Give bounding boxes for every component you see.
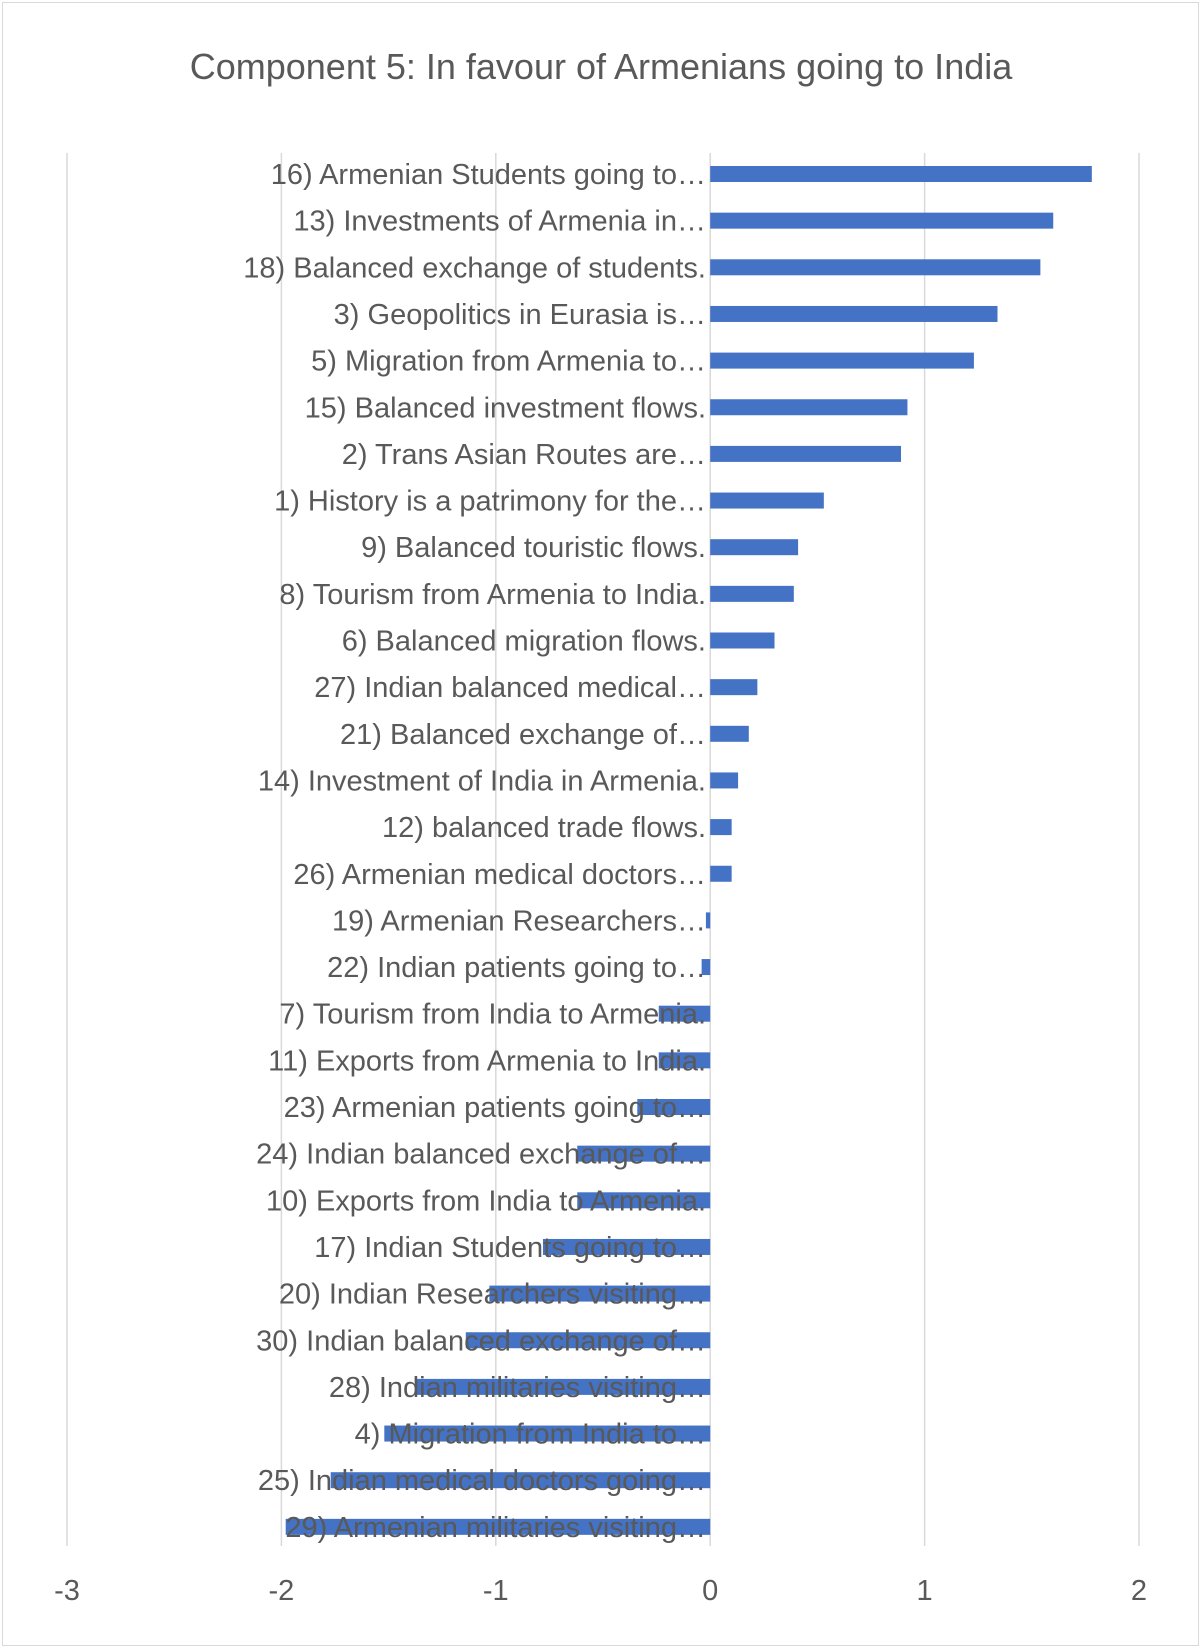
bar	[710, 166, 1092, 182]
category-label: 14) Investment of India in Armenia.	[257, 765, 706, 798]
category-label: 4) Migration from India to…	[354, 1418, 706, 1451]
category-label: 3) Geopolitics in Eurasia is…	[333, 298, 706, 331]
bar	[710, 772, 738, 788]
x-tick-label: 1	[916, 1575, 933, 1607]
bar	[710, 493, 824, 509]
category-label: 1) History is a patrimony for the…	[274, 485, 706, 518]
chart-title: Component 5: In favour of Armenians going to India	[189, 46, 1013, 87]
category-label: 18) Balanced exchange of students.	[243, 252, 706, 285]
category-label: 25) Indian medical doctors going…	[257, 1465, 706, 1498]
category-label: 29) Armenian militaries visiting…	[285, 1511, 706, 1544]
category-label: 9) Balanced touristic flows.	[361, 532, 706, 565]
bar	[710, 586, 794, 602]
category-label: 11) Exports from Armenia to India.	[268, 1045, 706, 1078]
x-tick-label: -2	[268, 1575, 295, 1607]
category-label: 2) Trans Asian Routes are…	[341, 438, 706, 471]
category-label: 13) Investments of Armenia in…	[293, 205, 706, 238]
bar	[710, 259, 1040, 275]
x-tick-label: -1	[482, 1575, 509, 1607]
x-axis-tick-labels	[54, 1575, 1147, 1607]
category-label: 15) Balanced investment flows.	[304, 392, 706, 425]
bar	[710, 726, 749, 742]
category-label: 19) Armenian Researchers…	[332, 905, 706, 938]
category-label: 21) Balanced exchange of…	[340, 718, 706, 751]
bar	[710, 306, 997, 322]
category-label: 12) balanced trade flows.	[381, 812, 706, 845]
category-label: 26) Armenian medical doctors…	[293, 858, 706, 891]
category-label: 22) Indian patients going to…	[327, 952, 706, 985]
bar	[710, 353, 974, 369]
bar	[710, 213, 1053, 229]
category-label: 20) Indian Researchers visiting…	[278, 1278, 706, 1311]
category-label: 17) Indian Students going to…	[314, 1231, 706, 1264]
bar	[710, 446, 901, 462]
category-label: 8) Tourism from Armenia to India.	[279, 578, 706, 611]
category-label: 7) Tourism from India to Armenia.	[279, 998, 706, 1031]
category-label: 5) Migration from Armenia to…	[311, 345, 706, 378]
bar	[710, 819, 731, 835]
category-label: 27) Indian balanced medical…	[314, 672, 706, 705]
bar-chart	[3, 3, 1200, 1647]
category-label: 24) Indian balanced exchange of…	[256, 1138, 706, 1171]
bar	[710, 633, 774, 649]
category-label: 6) Balanced migration flows.	[341, 625, 706, 658]
category-label: 23) Armenian patients going to…	[283, 1092, 706, 1124]
bar	[706, 912, 710, 928]
bar	[710, 679, 757, 695]
category-label: 28) Indian militaries visiting…	[328, 1371, 706, 1404]
bar	[710, 539, 798, 555]
category-label: 16) Armenian Students going to…	[270, 159, 706, 191]
category-label: 10) Exports from India to Armenia.	[265, 1185, 706, 1218]
bar	[710, 399, 907, 415]
category-label: 30) Indian balanced exchange of…	[256, 1325, 706, 1358]
x-tick-label: 2	[1130, 1575, 1148, 1607]
x-tick-label: 0	[702, 1575, 719, 1607]
chart-frame	[2, 2, 1199, 1646]
category-labels	[243, 159, 706, 1544]
x-tick-label: -3	[54, 1575, 80, 1607]
bar	[710, 866, 731, 882]
